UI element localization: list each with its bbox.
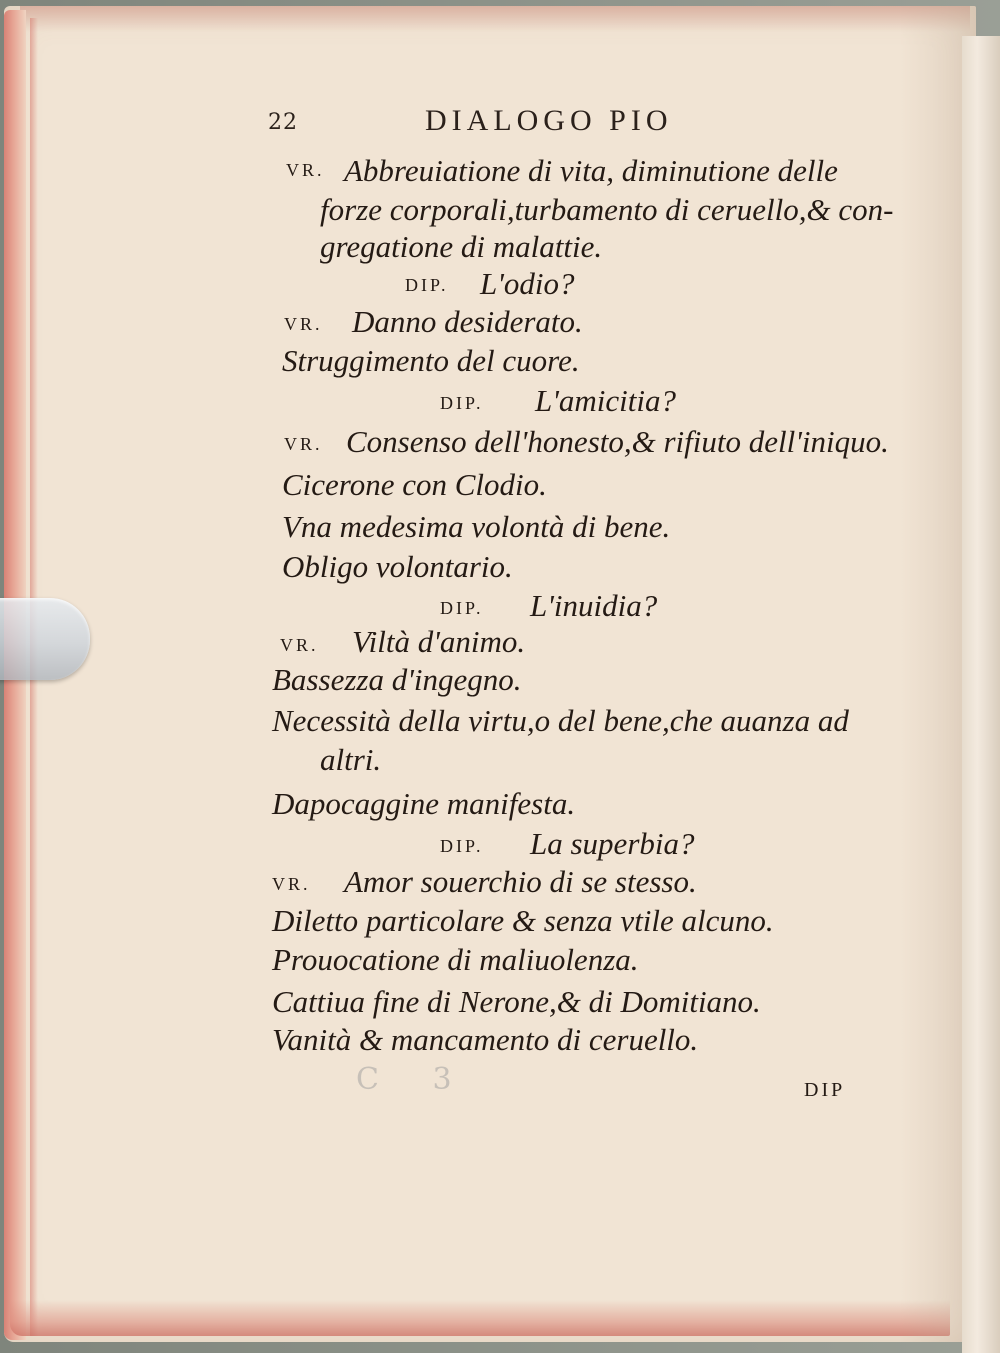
adjacent-page-edge (962, 36, 1000, 1353)
red-page-bottom-edge (10, 1300, 950, 1336)
text-line: altri. (320, 742, 382, 777)
text-line: Necessità della virtu,o del bene,che auanza ad (272, 703, 849, 738)
speaker-label: VR. (284, 434, 323, 454)
text-line: Struggimento del cuore. (282, 343, 580, 378)
speaker-label: DIP. (440, 598, 484, 618)
question-line: L'odio? (480, 266, 575, 301)
glass-clip (0, 598, 90, 680)
signature-mark: C 3 (356, 1062, 474, 1097)
text-line: Danno desiderato. (352, 304, 583, 339)
question-line: La superbia? (530, 826, 695, 861)
text-line: Cicerone con Clodio. (282, 467, 547, 502)
text-line: Viltà d'animo. (352, 624, 526, 659)
question-line: L'amicitia? (535, 383, 676, 418)
question-line: L'inuidia? (530, 588, 658, 623)
speaker-label: VR. (286, 160, 325, 180)
speaker-label: VR. (272, 874, 311, 894)
text-line: Obligo volontario. (282, 549, 513, 584)
speaker-label: VR. (284, 314, 323, 334)
speaker-label: DIP. (440, 393, 484, 413)
catchword: DIP (804, 1079, 846, 1101)
text-line: Vna medesima volontà di bene. (282, 509, 671, 544)
speaker-label: DIP. (405, 275, 449, 295)
page-number: 22 (268, 110, 298, 135)
text-line: Vanità & mancamento di ceruello. (272, 1022, 699, 1057)
speaker-label: VR. (280, 635, 319, 655)
text-line: Diletto particolare & senza vtile alcuno. (272, 903, 774, 938)
running-title: DIALOGO PIO (425, 104, 673, 137)
text-line: Dapocaggine manifesta. (272, 786, 576, 821)
text-line: Consenso dell'honesto,& rifiuto dell'iniquo. (346, 424, 889, 459)
text-line: Bassezza d'ingegno. (272, 662, 522, 697)
text-line: forze corporali,turbamento di ceruello,& con- (320, 192, 894, 227)
text-line: gregatione di malattie. (320, 229, 603, 264)
text-line: Prouocatione di maliuolenza. (272, 942, 639, 977)
text-line: Abbreuiatione di vita, diminutione delle (344, 153, 838, 188)
page-top-stain (20, 6, 970, 32)
speaker-label: DIP. (440, 836, 484, 856)
text-line: Cattiua fine di Nerone,& di Domitiano. (272, 984, 761, 1019)
text-line: Amor souerchio di se stesso. (344, 864, 697, 899)
